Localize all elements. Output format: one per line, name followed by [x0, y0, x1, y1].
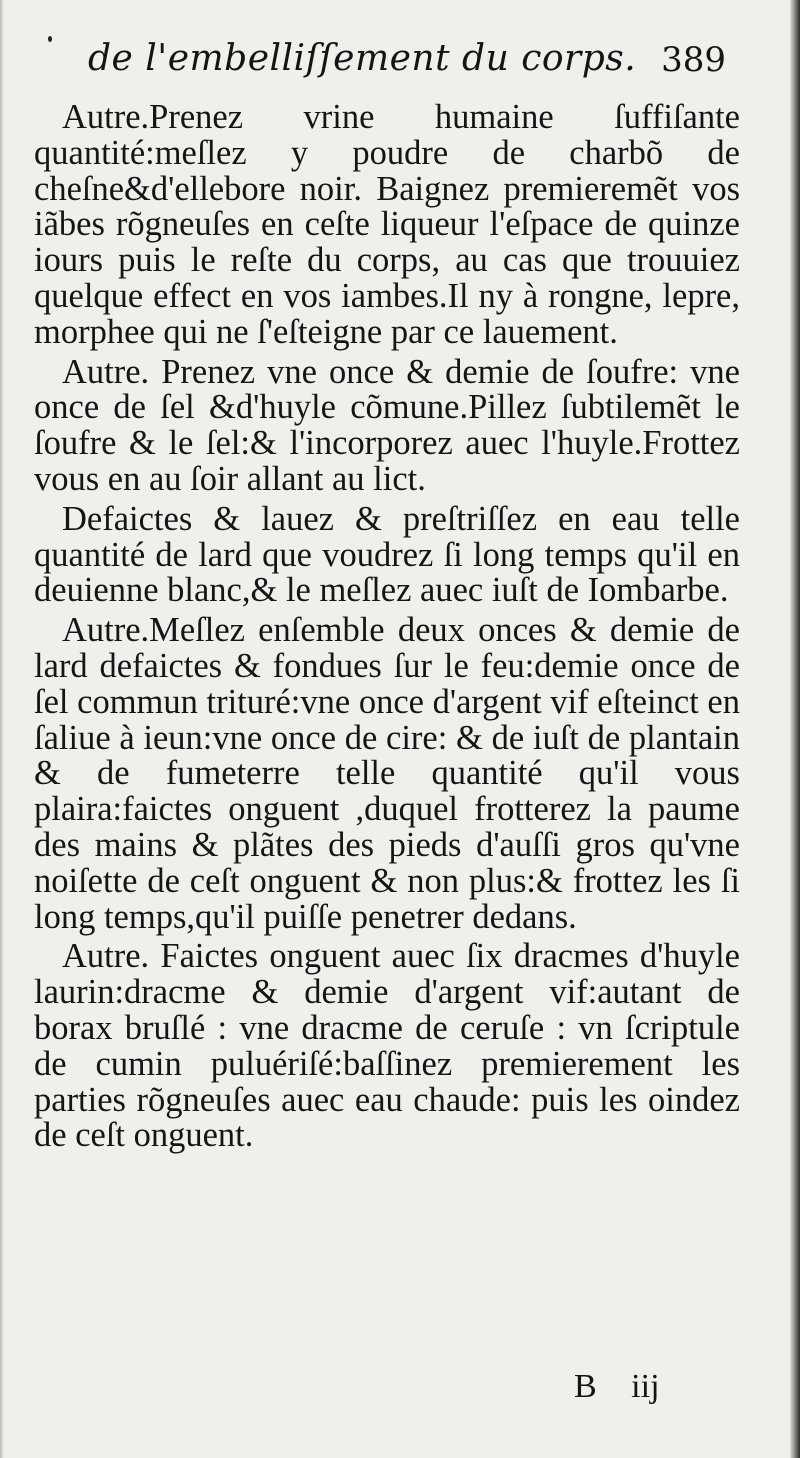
signature-mark: B iij	[574, 1368, 660, 1405]
paragraph-1: Autre.Prenez vrine humaine ſuffiſante quantité:meſlez y poudre de charbõ de cheſne&d'ellebore noir. Baignez premieremẽt vos iãbes rõgneuſes en ceſte liqueur l'eſpace de quinze iours puis le reſte du corps, au cas que trouuiez quelque effect en vos iambes.Il ny à rongne, lepre, morphee qui ne ſ'eſteigne par ce lauement.	[34, 98, 740, 351]
ink-mark	[48, 36, 52, 42]
page-binding-shadow	[790, 0, 800, 1458]
page-header	[88, 38, 738, 98]
page-left-edge	[0, 0, 4, 1458]
page-number: 389	[661, 40, 726, 80]
paragraph-3: Defaictes & lauez & preſtriſſez en eau telle quantité de lard que voudrez ſi long temps qu'il en deuienne blanc,& le meſlez auec iuſt de Iombarbe.	[34, 499, 740, 610]
paragraph-2: Autre. Prenez vne once & demie de ſoufre: vne once de ſel &d'huyle cõmune.Pillez ſubtilemẽt le ſoufre & le ſel:& l'incorporez auec l'huyle.Frottez vous en au ſoir allant au lict.	[34, 352, 740, 498]
body-text	[34, 100, 740, 1154]
paragraph-5: Autre. Faictes onguent auec ſix dracmes d'huyle laurin:dracme & demie d'argent vif:autant de borax bruſlé : vne dracme de ceruſe : vn ſcriptule de cumin puluériſé:baſſinez premierement les parties rõgneuſes auec eau chaude: puis les oindez de ceſt onguent.	[34, 937, 740, 1155]
running-title: de l'embelliſſement du corps.	[88, 38, 637, 79]
paragraph-4: Autre.Meſlez enſemble deux onces & demie de lard defaictes & fondues ſur le feu:demie once de ſel commun trituré:vne once d'argent vif eſteinct en ſaliue à ieun:vne once de cire: & de iuſt de plantain & de fumeterre telle quantité qu'il vous plaira:faictes onguent ,duquel frotterez la paume des mains & plãtes des pieds d'auſſi gros qu'vne noiſette de ceſt onguent & non plus:& frottez les ſi long temps,qu'il puiſſe penetrer dedans.	[34, 611, 740, 936]
